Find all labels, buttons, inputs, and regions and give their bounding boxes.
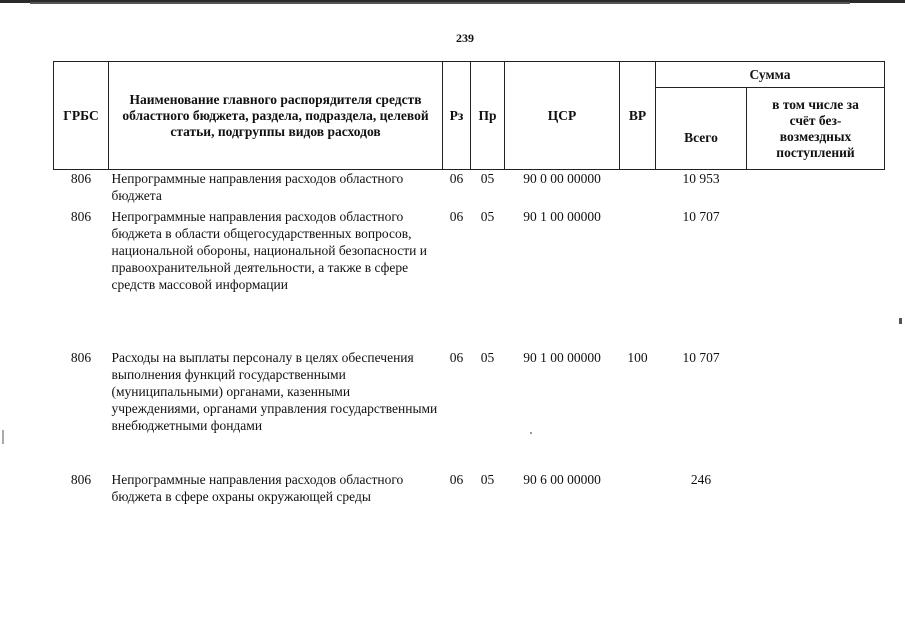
header-rz: Рз (443, 62, 471, 170)
table-body (54, 170, 885, 531)
cell-name: Расходы на выплаты персоналу в целях обеспечения выполнения функций государственными (муниципальными) органами, казенными учреждениями, органами управления государственными внебюджетными фондами (111, 349, 438, 433)
cell-pr: 05 (480, 471, 495, 487)
cell-grbs: 806 (70, 471, 92, 487)
scan-speck (2, 430, 4, 444)
table-header (54, 62, 885, 170)
scan-speck (899, 318, 902, 324)
cell-incl (747, 208, 885, 349)
cell-name: Непрограммные направления расходов областного бюджета в сфере охраны окружающей среды (111, 471, 404, 504)
cell-grbs: 806 (70, 208, 92, 224)
scan-speck (530, 432, 532, 434)
cell-incl (747, 170, 885, 208)
cell-total: 10 707 (682, 349, 720, 365)
table-row (54, 208, 885, 349)
header-incl: в том числе за счёт без-возмездных поступлений (747, 88, 885, 170)
cell-pr: 05 (480, 208, 495, 224)
cell-total: 10 953 (682, 171, 720, 186)
cell-pr: 05 (480, 349, 495, 365)
header-sum: Сумма (656, 62, 885, 88)
header-name: Наименование главного распорядителя средств областного бюджета, раздела, подраздела, целевой статьи, подгруппы видов расходов (109, 62, 443, 170)
header-pr: Пр (471, 62, 505, 170)
budget-table (53, 61, 885, 531)
header-total: Всего (656, 88, 747, 170)
table-row (54, 170, 885, 208)
cell-grbs: 806 (70, 171, 92, 186)
cell-grbs: 806 (70, 349, 92, 365)
cell-rz: 06 (449, 171, 464, 186)
cell-rz: 06 (449, 471, 464, 487)
cell-csr: 90 6 00 00000 (523, 471, 601, 487)
scan-edge-shadow (30, 2, 850, 4)
cell-vr (620, 208, 656, 349)
cell-incl (747, 471, 885, 531)
cell-csr: 90 1 00 00000 (523, 349, 601, 365)
cell-vr (620, 471, 656, 531)
cell-name: Непрограммные направления расходов областного бюджета в области общегосударственных вопросов, национальной обороны, национальной безопасности и правоохранительной деятельности, а также в сфере средств массовой информации (111, 208, 427, 292)
cell-csr: 90 1 00 00000 (523, 208, 601, 224)
cell-vr: 100 (627, 349, 648, 365)
cell-pr: 05 (480, 171, 495, 186)
cell-rz: 06 (449, 208, 464, 224)
cell-csr: 90 0 00 00000 (523, 171, 601, 186)
cell-total: 246 (690, 471, 712, 487)
cell-vr (620, 170, 656, 208)
cell-incl (747, 349, 885, 471)
header-grbs: ГРБС (54, 62, 109, 170)
cell-name: Непрограммные направления расходов областного бюджета (111, 171, 404, 203)
cell-total: 10 707 (682, 208, 720, 224)
header-vr: ВР (620, 62, 656, 170)
table-row (54, 471, 885, 531)
table-row (54, 349, 885, 471)
page-number: 239 (456, 31, 474, 45)
header-csr: ЦСР (505, 62, 620, 170)
cell-rz: 06 (449, 349, 464, 365)
